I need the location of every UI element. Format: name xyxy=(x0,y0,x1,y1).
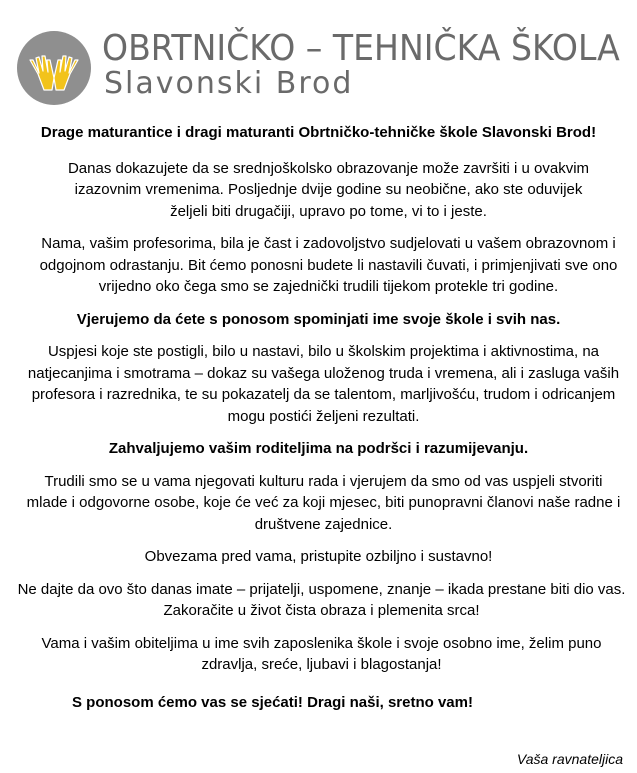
paragraph-1: Danas dokazujete da se srednjoškolsko obrazovanje može završiti i u ovakvim izazovnim vremenima. Posljednje dvije godine su neobične, ako ste oduvijek željeli biti drugačiji, upravo po tome, vi to i jeste. xyxy=(67,159,590,220)
signature: Vaša ravnateljica xyxy=(516,751,623,767)
school-city: Slavonski Brod xyxy=(104,66,354,101)
paragraph-4: Trudili smo se u vama njegovati kulturu rada i vjerujem da smo od vas uspjeli stvoriti mlade i odgovorne osobe, koje će već za koji mjesec, biti punopravni članovi naše radne i društvene zajednice. xyxy=(26,472,621,533)
hands-logo-icon xyxy=(16,30,92,106)
paragraph-2: Nama, vašim profesorima, bila je čast i zadovoljstvo sudjelovati u vašem obrazovnom i odgojnom odrastanju. Bit ćemo ponosni budete li nastavili čuvati, i primjenjivati sve ono vrijedno oko čega smo se zajednički trudili tijekom protekle tri godine. xyxy=(39,235,618,295)
closing-line: S ponosom ćemo vas se sjećati! Dragi naši, sretno vam! xyxy=(72,693,473,711)
paragraph-7: Vama i vašim obiteljima u ime svih zaposlenika škole i svoje osobno ime, želim puno zdravlja, sreće, ljubavi i blagostanja! xyxy=(41,634,602,673)
school-name: OBRTNIČKO – TEHNIČKA ŠKOLA xyxy=(102,28,620,69)
letterhead xyxy=(16,28,626,104)
letter-body xyxy=(0,122,637,713)
paragraph-5: Obvezama pred vama, pristupite ozbiljno i sustavno! xyxy=(144,548,493,565)
letter-greeting: Drage maturantice i dragi maturanti Obrtničko-tehničke škole Slavonski Brod! xyxy=(40,124,597,141)
paragraph-3: Uspjesi koje ste postigli, bilo u nastavi, bilo u školskim projektima i aktivnostima, na natjecanjima i smotrama – dokaz su vašega uloženog truda i vremena, ali i zasluga vaših profesora i razrednika, te su pokazatelj da se talentom, marljivošću, trudom i odricanjem mogu postići željeni rezultati. xyxy=(27,343,620,425)
paragraph-6: Ne dajte da ovo što danas imate – prijatelji, uspomene, znanje – ikada prestane biti dio vas. Zakoračite u život čista obraza i plemenita srca! xyxy=(17,580,626,619)
heading-1: Vjerujemo da ćete s ponosom spominjati ime svoje škole i svih nas. xyxy=(76,310,561,328)
heading-2: Zahvaljujemo vašim roditeljima na podršci i razumijevanju. xyxy=(108,440,529,457)
